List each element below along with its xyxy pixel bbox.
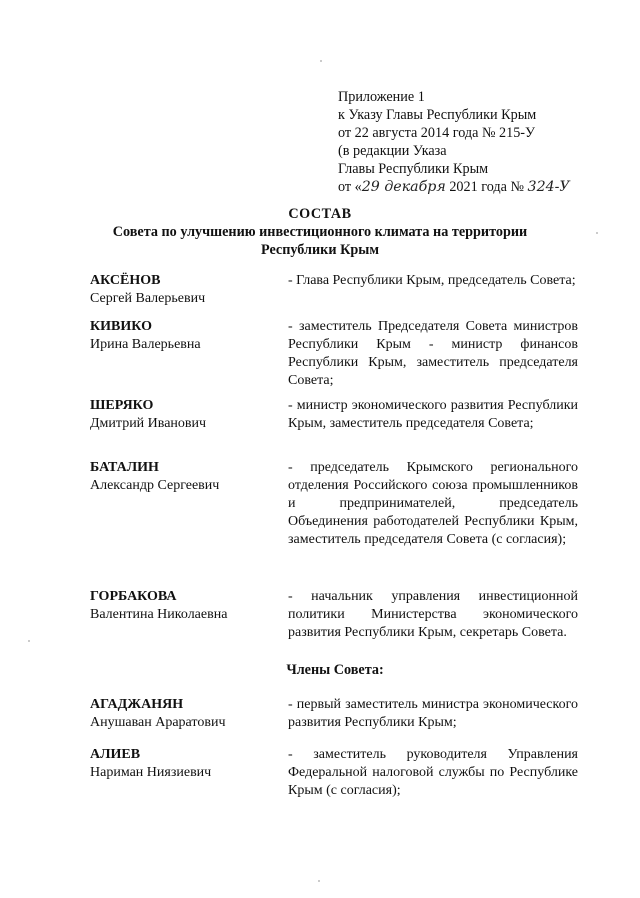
appendix-header [338,88,598,196]
document-subtitle-line-2: Республики Крым [260,242,380,258]
person-given-name: Анушаван Араратович [90,715,226,730]
person-name [90,397,280,433]
appendix-line-6-prefix: от « [338,179,362,195]
appendix-line-1: Приложение 1 [338,89,425,105]
scan-speck [596,232,598,234]
person-role: - заместитель Председателя Совета министров Республики Крым - министр финансов Республики Крым, заместитель председателя Совета; [288,319,578,388]
person-given-name: Ирина Валерьевна [90,337,201,352]
person-role: - заместитель руководителя Управления Федеральной налоговой службы по Республике Крым (с согласия); [288,747,578,798]
person-given-name: Дмитрий Иванович [90,416,207,431]
handwritten-date: 29 декабря [361,179,446,195]
scan-speck [320,60,322,62]
members-heading: Члены Совета: [286,662,384,678]
person-role: - первый заместитель министра экономического развития Республики Крым; [288,697,578,730]
appendix-line-2: к Указу Главы Республики Крым [338,107,537,123]
document-subtitle-line-1: Совета по улучшению инвестиционного климата на территории [112,224,528,240]
person-role: - председатель Крымского регионального отделения Российского союза промышленников и предпринимателей, председатель Объединения работодателей Республики Крым, заместитель председателя Совета (с согласия); [288,460,578,547]
person-name [90,588,280,624]
appendix-line-4: (в редакции Указа [338,143,447,159]
appendix-line-6-middle: 2021 года № [449,179,524,195]
scan-speck [318,880,320,882]
person-name [90,459,280,495]
person-given-name: Нариман Ниязиевич [90,765,212,780]
person-role: - начальник управления инвестиционной политики Министерства экономического развития Республики Крым, секретарь Совета. [288,589,578,640]
person-surname: АКСЁНОВ [90,273,161,288]
person-surname: ШЕРЯКО [90,398,154,413]
person-name [90,272,280,308]
person-name [90,746,280,782]
person-given-name: Валентина Николаевна [90,607,228,622]
document-title: СОСТАВ [288,206,352,222]
appendix-line-6 [338,178,598,196]
person-surname: ГОРБАКОВА [90,589,177,604]
person-role: - министр экономического развития Республики Крым, заместитель председателя Совета; [288,398,578,431]
appendix-line-3: от 22 августа 2014 года № 215-У [338,125,536,141]
person-name [90,696,280,732]
person-given-name: Александр Сергеевич [90,478,220,493]
handwritten-number: 324-У [527,179,570,195]
person-name [90,318,280,354]
person-surname: БАТАЛИН [90,460,159,475]
person-surname: АЛИЕВ [90,747,141,762]
person-role: - Глава Республики Крым, председатель Совета; [288,273,576,288]
person-given-name: Сергей Валерьевич [90,291,206,306]
appendix-line-5: Главы Республики Крым [338,161,489,177]
person-surname: КИВИКО [90,319,152,334]
person-surname: АГАДЖАНЯН [90,697,184,712]
scan-speck [28,640,30,642]
